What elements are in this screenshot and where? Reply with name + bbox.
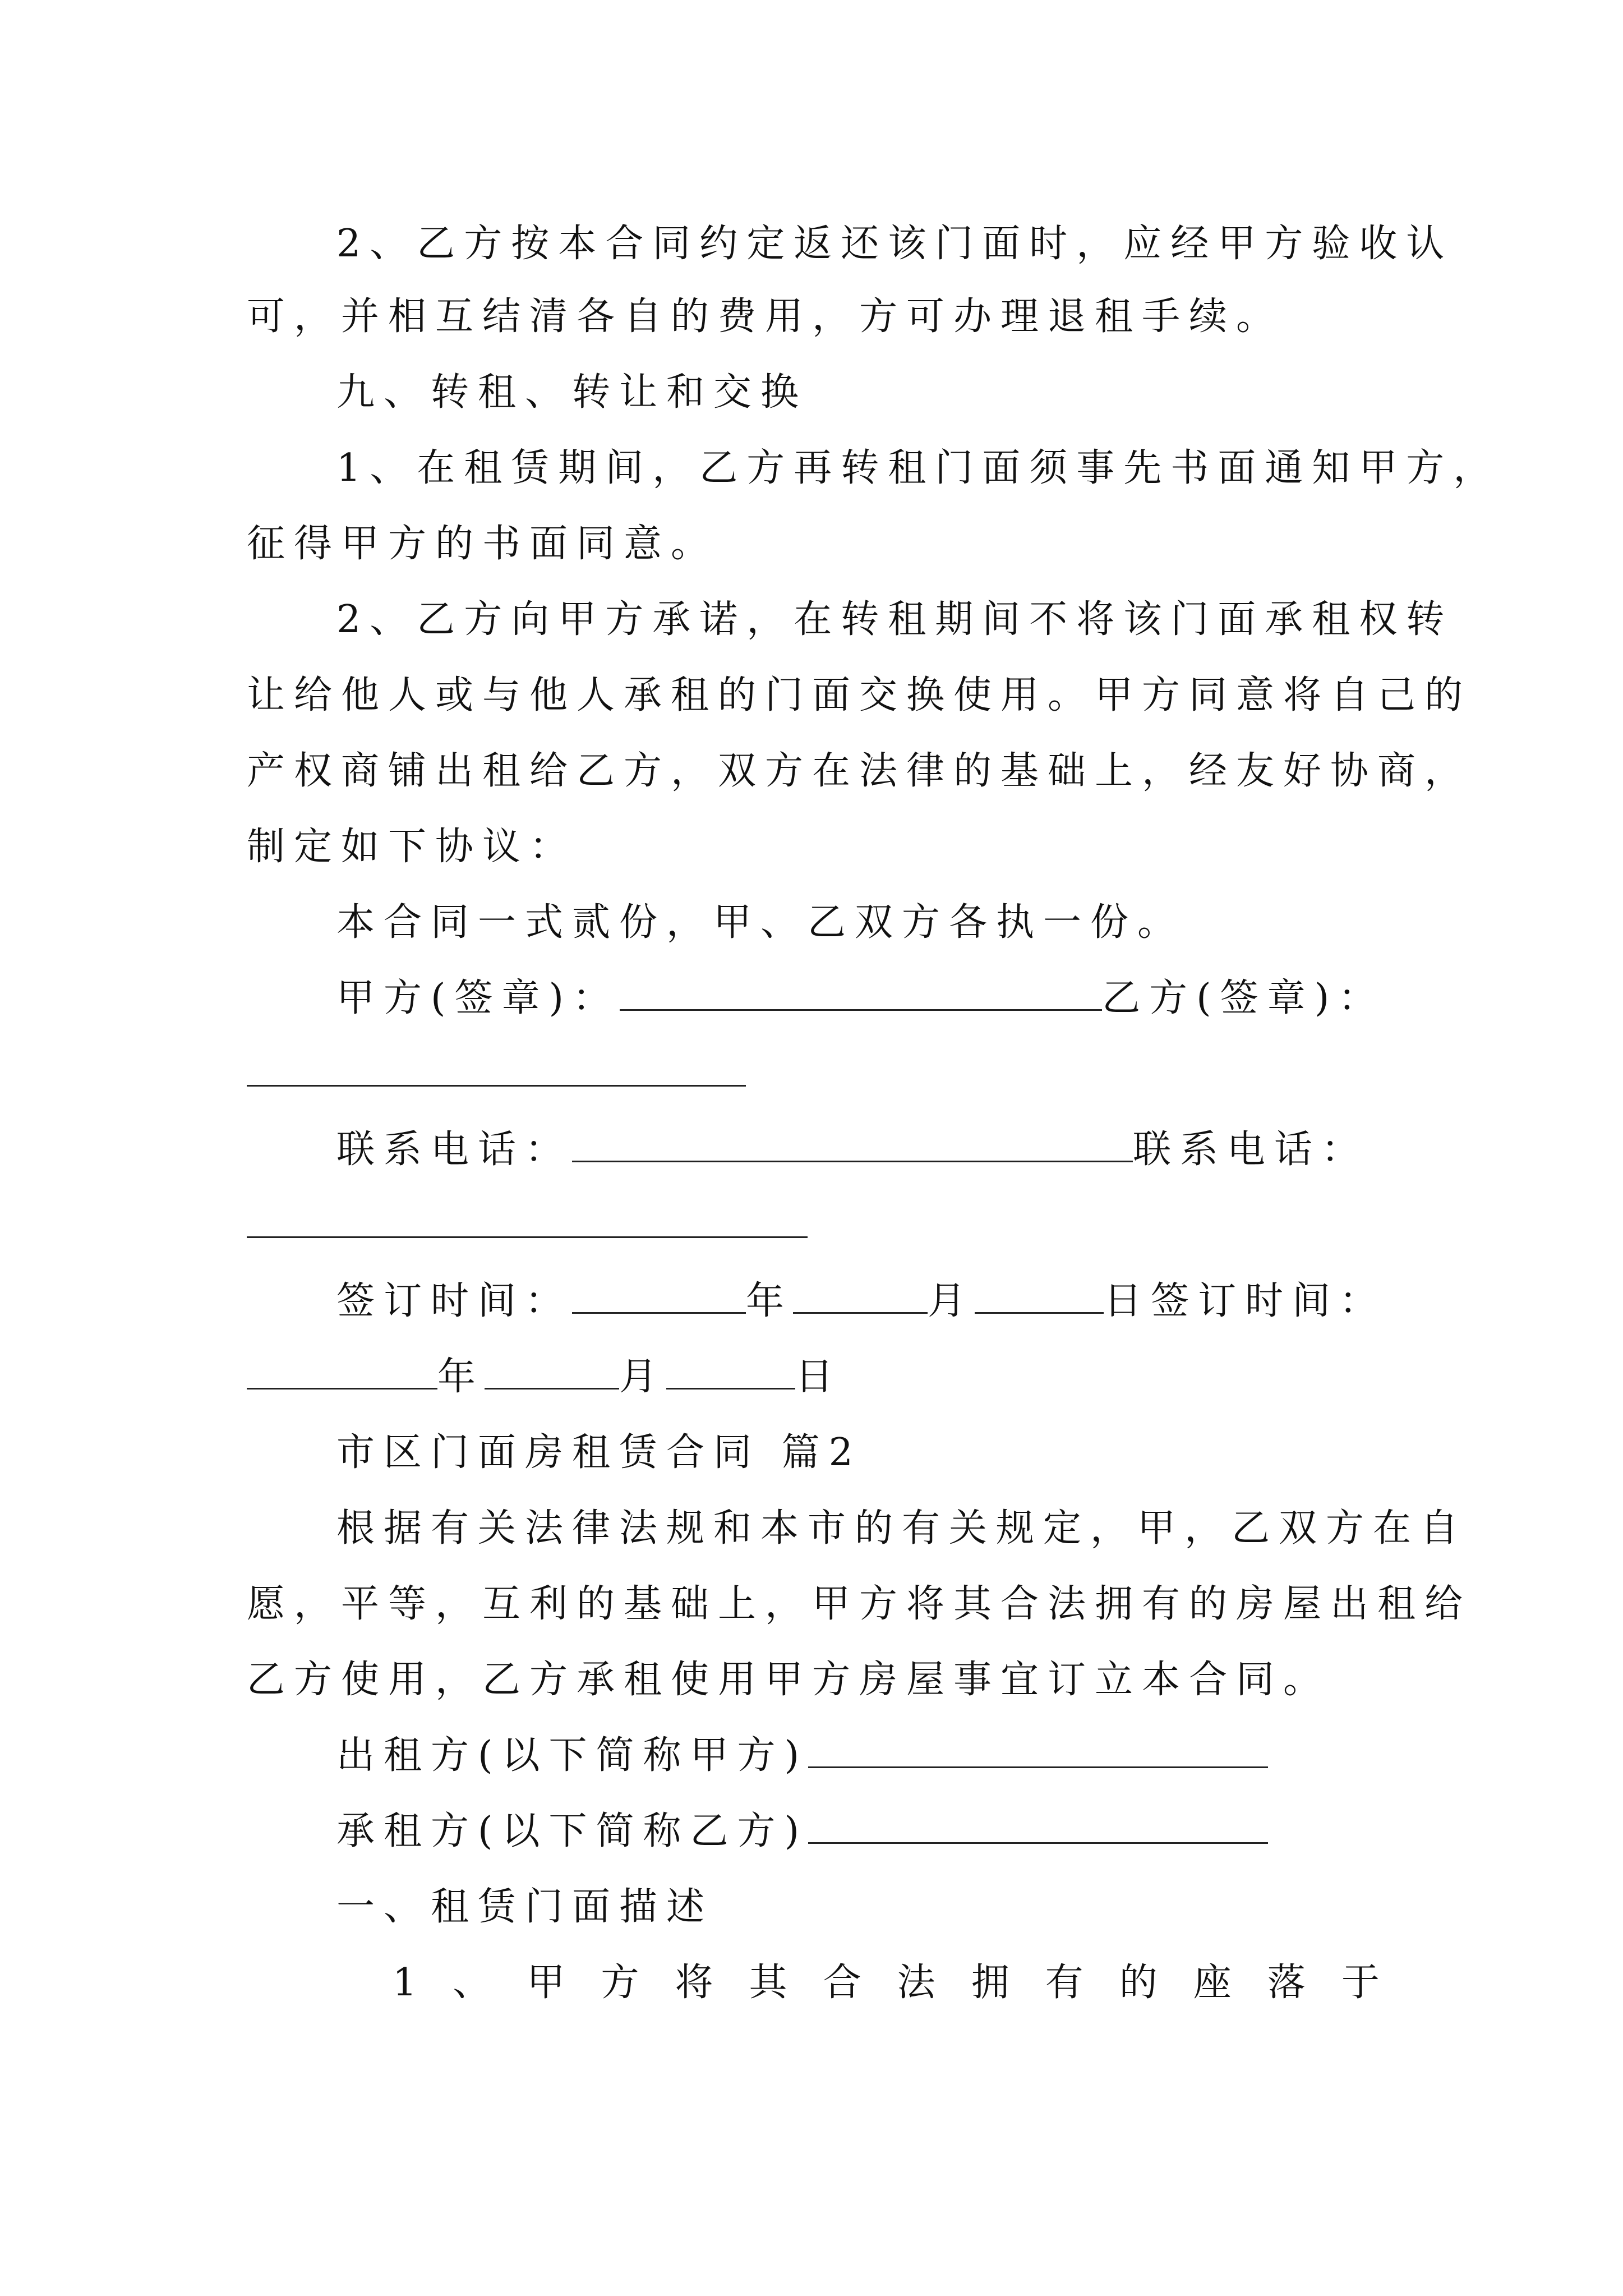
char: 拥 — [971, 1961, 1009, 2005]
party-a-phone-blank[interactable] — [572, 1121, 1133, 1162]
phone-continuation — [247, 1195, 1385, 1257]
paragraph-line: 让给他人或与他人承租的门面交换使用。甲方同意将自己的 — [247, 673, 1472, 717]
section-heading: 一、租赁门面描述 — [336, 1885, 714, 1929]
party-a-sign-blank[interactable] — [620, 970, 1102, 1011]
party-a-year-blank[interactable] — [572, 1273, 746, 1314]
lessor-row — [247, 1725, 1385, 1787]
char: 将 — [675, 1961, 713, 2005]
party-a-date-label: 签订时间： — [336, 1279, 573, 1323]
lessee-row — [247, 1801, 1385, 1862]
party-b-phone-blank[interactable] — [247, 1197, 808, 1238]
char: 甲 — [527, 1961, 565, 2005]
char: 于 — [1341, 1961, 1380, 2005]
char: 1 — [393, 1961, 417, 2005]
section-heading: 九、转租、转让和交换 — [336, 370, 808, 415]
paragraph-line: 乙方使用，乙方承租使用甲方房屋事宜订立本合同。 — [247, 1658, 1331, 1702]
section-title: 市区门面房租赁合同 篇2 — [336, 1430, 862, 1475]
char: 其 — [749, 1961, 787, 2005]
char: 有 — [1045, 1961, 1083, 2005]
year-label: 年 — [746, 1279, 794, 1323]
char: 法 — [897, 1961, 935, 2005]
phone-row — [247, 1119, 1385, 1181]
char: 方 — [601, 1961, 639, 2005]
signature-row — [247, 968, 1385, 1029]
char: 合 — [823, 1961, 861, 2005]
char: 的 — [1119, 1961, 1158, 2005]
day-label: 日 — [795, 1355, 843, 1399]
paragraph-line: 可，并相互结清各自的费用，方可办理退租手续。 — [247, 295, 1284, 339]
char: 座 — [1193, 1961, 1232, 2005]
lessor-blank[interactable] — [808, 1727, 1268, 1768]
char: 落 — [1267, 1961, 1306, 2005]
lessee-label: 承租方(以下简称乙方) — [336, 1809, 809, 1853]
paragraph-line: 2、乙方按本合同约定返还该门面时，应经甲方验收认 — [336, 222, 1454, 266]
party-a-sign-label: 甲方(签章)： — [336, 976, 620, 1020]
day-and-party-b-date-label: 日签订时间： — [1104, 1279, 1387, 1323]
paragraph-line: 根据有关法律法规和本市的有关规定，甲，乙双方在自 — [336, 1506, 1468, 1550]
party-a-day-blank[interactable] — [975, 1273, 1104, 1314]
party-b-sign-blank[interactable] — [247, 1046, 746, 1087]
lessor-label: 出租方(以下简称甲方) — [336, 1733, 809, 1778]
lessee-blank[interactable] — [808, 1803, 1268, 1844]
month-label: 月 — [928, 1279, 975, 1323]
paragraph-line: 制定如下协议： — [247, 825, 577, 869]
party-b-day-blank[interactable] — [666, 1349, 795, 1389]
party-b-phone-label: 联系电话： — [1133, 1128, 1369, 1172]
paragraph-line: 产权商铺出租给乙方，双方在法律的基础上，经友好协商， — [247, 749, 1472, 793]
month-label: 月 — [619, 1355, 667, 1399]
paragraph-line: 2、乙方向甲方承诺，在转租期间不将该门面承租权转 — [336, 597, 1454, 642]
party-a-month-blank[interactable] — [793, 1273, 928, 1314]
char: 、 — [453, 1961, 491, 2005]
date-continuation — [247, 1346, 1385, 1408]
paragraph-line: 征得甲方的书面同意。 — [247, 522, 718, 566]
party-b-month-blank[interactable] — [485, 1349, 619, 1389]
party-b-sign-label: 乙方(签章)： — [1102, 976, 1386, 1020]
date-row — [247, 1271, 1385, 1332]
paragraph-line: 愿，平等，互利的基础上，甲方将其合法拥有的房屋出租给 — [247, 1582, 1472, 1626]
year-label: 年 — [437, 1355, 485, 1399]
paragraph-line: 本合同一式贰份，甲、乙双方各执一份。 — [336, 900, 1185, 945]
spread-justified-line — [393, 1952, 1380, 2014]
signature-continuation — [247, 1043, 1385, 1105]
party-a-phone-label: 联系电话： — [336, 1128, 573, 1172]
party-b-year-blank[interactable] — [247, 1349, 437, 1389]
paragraph-line: 1、在租赁期间，乙方再转租门面须事先书面通知甲方， — [336, 446, 1501, 490]
